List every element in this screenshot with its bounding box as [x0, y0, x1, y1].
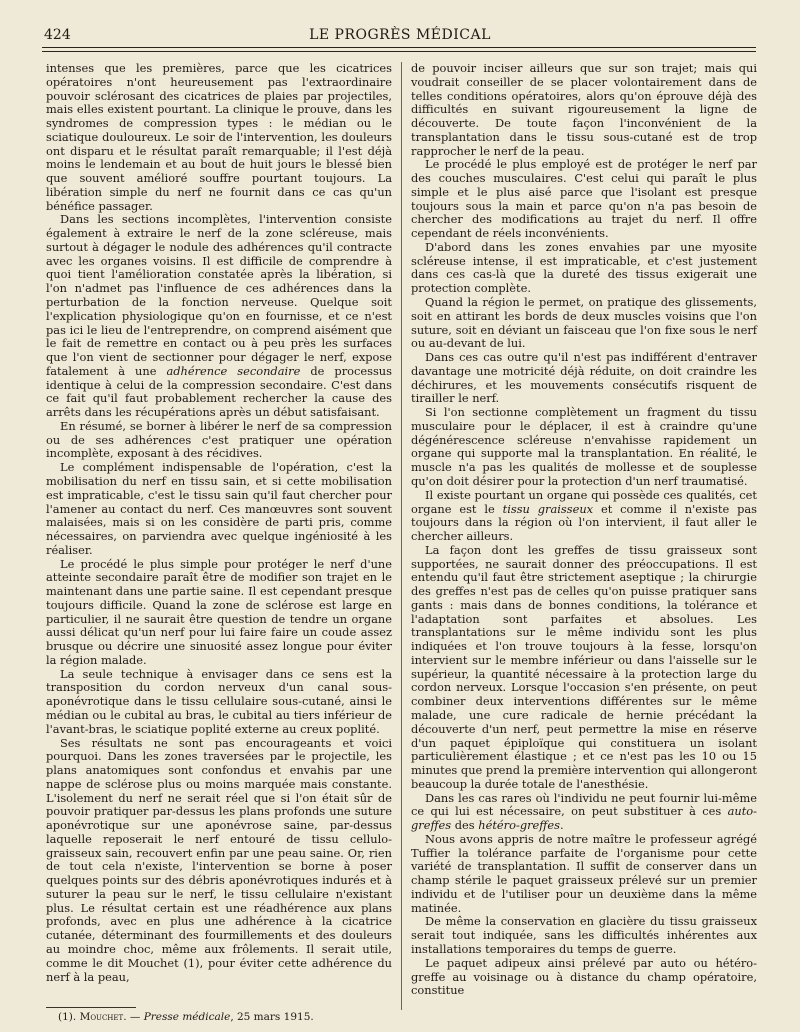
footnote	[58, 1011, 314, 1024]
paragraph: La façon dont les greffes de tissu graisseux sont supportées, ne saurait donner des préoccupations. Il est entendu qu'il faut être strictement aseptique ; la chirurgie des greffes n'est pas de celles qu'on puisse pratiquer sans gants : mais dans de bonnes conditions, la tolérance et l'adaptation sont parfaites et absolues. Les transplantations sur le même individu sont les plus indiquées et l'on trouve toujours à la fesse, lorsqu'on intervient sur le membre inférieur ou dans l'aisselle sur le supérieur, la quantité nécessaire à la protection large du cordon nerveux. Lorsque l'occasion s'en présente, on peut combiner deux interventions différentes sur le même malade, une cure radicale de hernie précédant la découverte d'un nerf, peut permettre la mise en réserve d'un paquet épiploïque qui constituera un isolant particulièrement élastique ; et ce n'est pas les 10 ou 15 minutes que prend la première intervention qui allongeront beaucoup la durée totale de l'anesthésie.	[411, 542, 757, 791]
italic-term: tissu graisseux	[502, 501, 594, 516]
text-run: Il existe pourtant un organe qui possède ces qualités, cet organe est le	[411, 487, 757, 516]
footnote-marker: (1).	[58, 1011, 77, 1023]
paragraph: Dans ces cas outre qu'il n'est pas indifférent d'entraver davantage une motricité déjà réduite, on doit craindre les déchirures, et les mouvements consécutifs risquent de tirailler le nerf.	[411, 350, 757, 406]
paragraph: Ses résultats ne sont pas encourageants et voici pourquoi. Dans les zones traversées par le projectile, les plans anatomiques sont confondus et envahis par une nappe de sclérose plus ou moins marquée mais constante. L'isolement du nerf ne serait réel que si l'on était sûr de pouvoir pratiquer par-dessus les plans profonds une suture aponévrotique sur une aponévrose saine, par-dessus laquelle reposerait le nerf entouré de tissu cellulo-graisseux sain, recouvert enfin par une peau saine. Or, rien de tout cela n'existe, l'intervention se borne à poser quelques points sur des débris aponévrotiques indurés et à suturer la peau sur le nerf, le tissu cellulaire n'existant plus. Le résultat certain est une réadhérence aux plans profonds, avec en plus une adhérence à la cicatrice cutanée, déterminant des fourmillements et des douleurs au moindre choc, même aux frôlements. Il serait utile, comme le dit Mouchet (1), pour éviter cette adhérence du nerf à la peau,	[46, 735, 392, 984]
right-column	[411, 62, 757, 998]
footnote-rule	[46, 1007, 136, 1008]
footnote-dash: —	[126, 1011, 144, 1023]
footnote-source: Presse médicale	[143, 1011, 231, 1023]
paragraph: Quand la région le permet, on pratique des glissements, soit en attirant les bords de deux muscles voisins que l'on suture, soit en déviant un faisceau que l'on fixe sous le nerf ou au-devant de lui.	[411, 295, 757, 351]
header-rule-thin	[42, 51, 756, 52]
paragraph: La seule technique à envisager dans ce sens est la transposition du cordon nerveux d'un canal sous-aponévrotique dans le tissu cellulaire sous-cutané, ainsi le médian ou le cubital au bras, le cubital au tiers inférieur de l'avant-bras, le sciatique poplité externe au creux poplité.	[46, 666, 392, 736]
paragraph: Si l'on sectionne complètement un fragment du tissu musculaire pour le déplacer, il est à craindre qu'une dégénérescence scléreuse n'envahisse rapidement un organe qui supporte mal la transplantation. En réalité, le muscle n'a pas les qualités de mollesse et de souplesse qu'on doit désirer pour la protection d'un nerf traumatisé.	[411, 405, 757, 488]
paragraph: Le complément indispensable de l'opération, c'est la mobilisation du nerf en tissu sain, et si cette mobilisation est impraticable, c'est le tissu sain qu'il faut chercher pour l'amener au contact du nerf. Ces manœuvres sont souvent malaisées, mais si on les considère de parti pris, comme nécessaires, on parviendra avec quelque ingéniosité à les réaliser.	[46, 460, 392, 557]
text-run: et comme il n'existe pas toujours dans la région où l'on intervient, il faut aller le chercher ailleurs.	[411, 501, 758, 544]
journal-title: LE PROGRÈS MÉDICAL	[309, 27, 491, 43]
italic-term: auto-greffes	[411, 804, 757, 833]
paragraph: Nous avons appris de notre maître le professeur agrégé Tuffier la tolérance parfaite de l'organisme pour cette variété de transplantation. Il suffit de conserver dans un champ stérile le paquet graisseux prélevé sur un premier individu et de l'utiliser pour un deuxième dans la même matinée.	[411, 831, 757, 915]
paragraph: En résumé, se borner à libérer le nerf de sa compression ou de ses adhérences c'est pratiquer une opération incomplète, exposant à des récidives.	[46, 418, 392, 461]
footnote-author: Mouchet.	[79, 1011, 127, 1023]
text-run: Dans les cas rares où l'individu ne peut fournir lui-même ce qui lui est nécessaire, on peut substituer à ces	[411, 790, 757, 819]
paragraph: Le paquet adipeux ainsi prélevé par auto ou hétéro-greffe au voisinage ou à distance du champ opératoire, constitue	[411, 955, 757, 998]
paragraph	[411, 792, 757, 833]
text-run: .	[559, 818, 564, 833]
text-run: des	[451, 818, 479, 833]
paragraph: D'abord dans les zones envahies par une myosite scléreuse intense, il est impraticable, et c'est justement dans ces cas-là que la dureté des tissus exigerait une protection complète.	[411, 239, 757, 296]
italic-term: adhérence secondaire	[166, 363, 301, 378]
paragraph: de pouvoir inciser ailleurs que sur son trajet; mais qui voudrait conseiller de se placer volontairement dans de telles conditions opératoires, alors qu'on éprouve déjà des difficultés en suivant rigoureusement la ligne de découverte. De toute façon l'inconvénient de la transplantation dans le tissu sous-cutané est de trop rapprocher le nerf de la peau.	[411, 61, 757, 158]
left-column	[46, 62, 392, 984]
paragraph: Le procédé le plus simple pour protéger le nerf d'une atteinte secondaire paraît être de modifier son trajet en le maintenant dans une partie saine. Il est cependant presque toujours difficile. Quand la zone de sclérose est large en particulier, il ne saurait être question de tendre un organe aussi délicat qu'un nerf pour lui faire faire un coude assez brusque ou décrire une sinuosité assez longue pour éviter la région malade.	[46, 556, 392, 667]
paragraph	[411, 489, 757, 544]
page-number: 424	[44, 27, 71, 43]
column-divider	[401, 62, 402, 1010]
footnote-date: , 25 mars 1915.	[230, 1011, 314, 1023]
paragraph: Le procédé le plus employé est de protéger le nerf par des couches musculaires. C'est celui qui paraît le plus simple et le plus aisé parce que l'isolant est presque toujours sous la main et parce qu'on n'a pas besoin de chercher des modifications au trajet du nerf. Il offre cependant de réels inconvénients.	[411, 157, 757, 241]
italic-term: hétéro-greffes	[478, 818, 560, 833]
text-run: Dans les sections incomplètes, l'intervention consiste également à extraire le nerf de la zone scléreuse, mais surtout à dégager le nodule des adhérences qu'il contracte avec les organes voisins. Il est difficile de comprendre à quoi tient l'amélioration constatée après la libération, si l'on n'admet pas l'influence de ces adhérences dans la perturbation de la fonction nerveuse. Quelque soit l'explication physiologique qu'on en fournisse, et ce n'est pas ici le lieu de l'entreprendre, on comprend aisément que le fait de remettre en contact ou à peu près les surfaces que l'on vient de sectionner pour dégager le nerf, expose fatalement à une	[46, 212, 392, 378]
text-run: de processus identique à celui de la compression secondaire. C'est dans ce fait qu'il faut probablement rechercher la cause des arrêts dans les récupérations après un début satisfaisant.	[46, 363, 392, 420]
paragraph: De même la conservation en glacière du tissu graisseux serait tout indiquée, sans les difficultés inhérentes aux installations temporaires du temps de guerre.	[411, 914, 757, 956]
paragraph: intenses que les premières, parce que les cicatrices opératoires n'ont heureusement pas l'extraordinaire pouvoir sclérosant des cicatrices de plaies par projectiles, mais elles existent pourtant. La clinique le prouve, dans les syndromes de compression types : le médian ou le sciatique douloureux. Le soir de l'intervention, les douleurs ont disparu et le résultat paraît remarquable; il l'est déjà moins le lendemain et au bout de huit jours le blessé bien que souvent amélioré souffre pourtant toujours. La libération simple du nerf ne fournit dans ce cas qu'un bénéfice passager.	[46, 61, 392, 213]
header-rule	[42, 47, 756, 48]
paragraph	[46, 213, 392, 419]
